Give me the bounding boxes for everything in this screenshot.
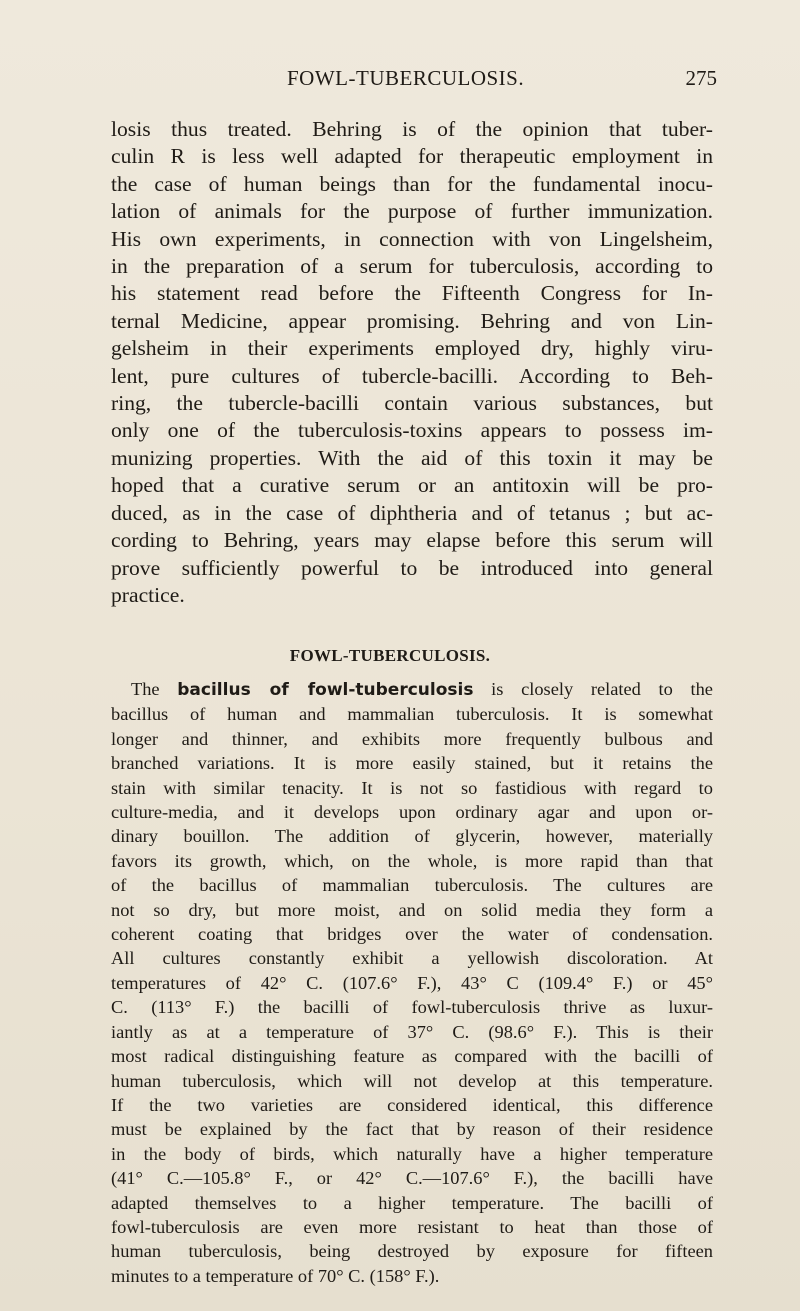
paragraph-line: adapted themselves to a higher temperature. The bacilli of xyxy=(111,1192,713,1213)
paragraph-line: prove sufficiently powerful to be introduced into general xyxy=(111,555,713,580)
paragraph-behring-serum xyxy=(111,116,713,609)
paragraph-line: bacillus of human and mammalian tuberculosis. It is somewhat xyxy=(111,704,713,725)
paragraph-line: the case of human beings than for the fundamental inocu- xyxy=(111,171,713,196)
paragraph-line: in the body of birds, which naturally have a higher temperature xyxy=(111,1143,713,1164)
paragraph-line: coherent coating that bridges over the water of condensation. xyxy=(111,924,713,945)
paragraph-line: favors its growth, which, on the whole, is more rapid than that xyxy=(111,850,713,871)
paragraph-line: ring, the tubercle-bacilli contain various substances, but xyxy=(111,391,713,416)
paragraph-line: hoped that a curative serum or an antitoxin will be pro- xyxy=(111,473,713,498)
line-rest: is closely related to the xyxy=(491,679,713,699)
paragraph-line: human tuberculosis, being destroyed by exposure for fifteen xyxy=(111,1241,713,1262)
bold-term: bacillus of fowl-tuberculosis xyxy=(177,680,474,700)
paragraph-line: of the bacillus of mammalian tuberculosis. The cultures are xyxy=(111,875,713,896)
paragraph-line: culture-media, and it develops upon ordinary agar and upon or- xyxy=(111,802,713,823)
running-title: FOWL-TUBERCULOSIS. xyxy=(287,66,525,90)
paragraph-line: lent, pure cultures of tubercle-bacilli. According to Beh- xyxy=(111,363,713,388)
paragraph-line: must be explained by the fact that by reason of their residence xyxy=(111,1119,713,1140)
paragraph-line: (41° C.—105.8° F., or 42° C.—107.6° F.), the bacilli have xyxy=(111,1168,713,1189)
paragraph-line: C. (113° F.) the bacilli of fowl-tuberculosis thrive as luxur- xyxy=(111,997,713,1018)
paragraph-line: most radical distinguishing feature as compared with the bacilli of xyxy=(111,1046,713,1067)
paragraph-line: cording to Behring, years may elapse before this serum will xyxy=(111,528,713,553)
paragraph-line: branched variations. It is more easily stained, but it retains the xyxy=(111,753,713,774)
paragraph-line: ternal Medicine, appear promising. Behring and von Lin- xyxy=(111,308,713,333)
line-lead: The xyxy=(131,679,160,699)
paragraph-line: practice. xyxy=(111,582,185,607)
running-head xyxy=(0,66,800,96)
paragraph-line: His own experiments, in connection with von Lingelsheim, xyxy=(111,226,713,251)
paragraph-line: stain with similar tenacity. It is not so fastidious with regard to xyxy=(111,777,713,798)
paragraph-line: longer and thinner, and exhibits more frequently bulbous and xyxy=(111,728,713,749)
section-heading-text: FOWL-TUBERCULOSIS. xyxy=(289,646,491,665)
paragraph-line: temperatures of 42° C. (107.6° F.), 43° C (109.4° F.) or 45° xyxy=(111,972,713,993)
paragraph-line: minutes to a temperature of 70° C. (158° F.). xyxy=(111,1265,440,1286)
paragraph-line: iantly as at a temperature of 37° C. (98.6° F.). This is their xyxy=(111,1021,713,1042)
paragraph-line: fowl-tuberculosis are even more resistant to heat than those of xyxy=(111,1216,713,1237)
paragraph-line: his statement read before the Fifteenth Congress for In- xyxy=(111,281,713,306)
paragraph-line: losis thus treated. Behring is of the opinion that tuber- xyxy=(111,117,713,141)
paragraph-line: munizing properties. With the aid of this toxin it may be xyxy=(111,445,713,470)
paragraph-line: not so dry, but more moist, and on solid media they form a xyxy=(111,899,713,920)
paragraph-line: duced, as in the case of diphtheria and of tetanus ; but ac- xyxy=(111,500,713,525)
page-number: 275 xyxy=(685,66,717,90)
paragraph-line: culin R is less well adapted for therapeutic employment in xyxy=(111,144,713,169)
paragraph-line: lation of animals for the purpose of further immunization. xyxy=(111,199,713,224)
paragraph-line xyxy=(111,677,713,702)
paragraph-line: gelsheim in their experiments employed dry, highly viru- xyxy=(111,336,713,361)
paragraph-line: in the preparation of a serum for tuberculosis, according to xyxy=(111,254,713,279)
paragraph-line: dinary bouillon. The addition of glycerin, however, materially xyxy=(111,826,713,847)
paragraph-line: only one of the tuberculosis-toxins appears to possess im- xyxy=(111,418,713,443)
paragraph-fowl-tuberculosis xyxy=(111,677,713,1288)
paragraph-line: All cultures constantly exhibit a yellowish discoloration. At xyxy=(111,948,713,969)
paragraph-line: human tuberculosis, which will not develop at this temperature. xyxy=(111,1070,713,1091)
section-heading xyxy=(0,646,800,666)
paragraph-line: If the two varieties are considered identical, this difference xyxy=(111,1094,713,1115)
